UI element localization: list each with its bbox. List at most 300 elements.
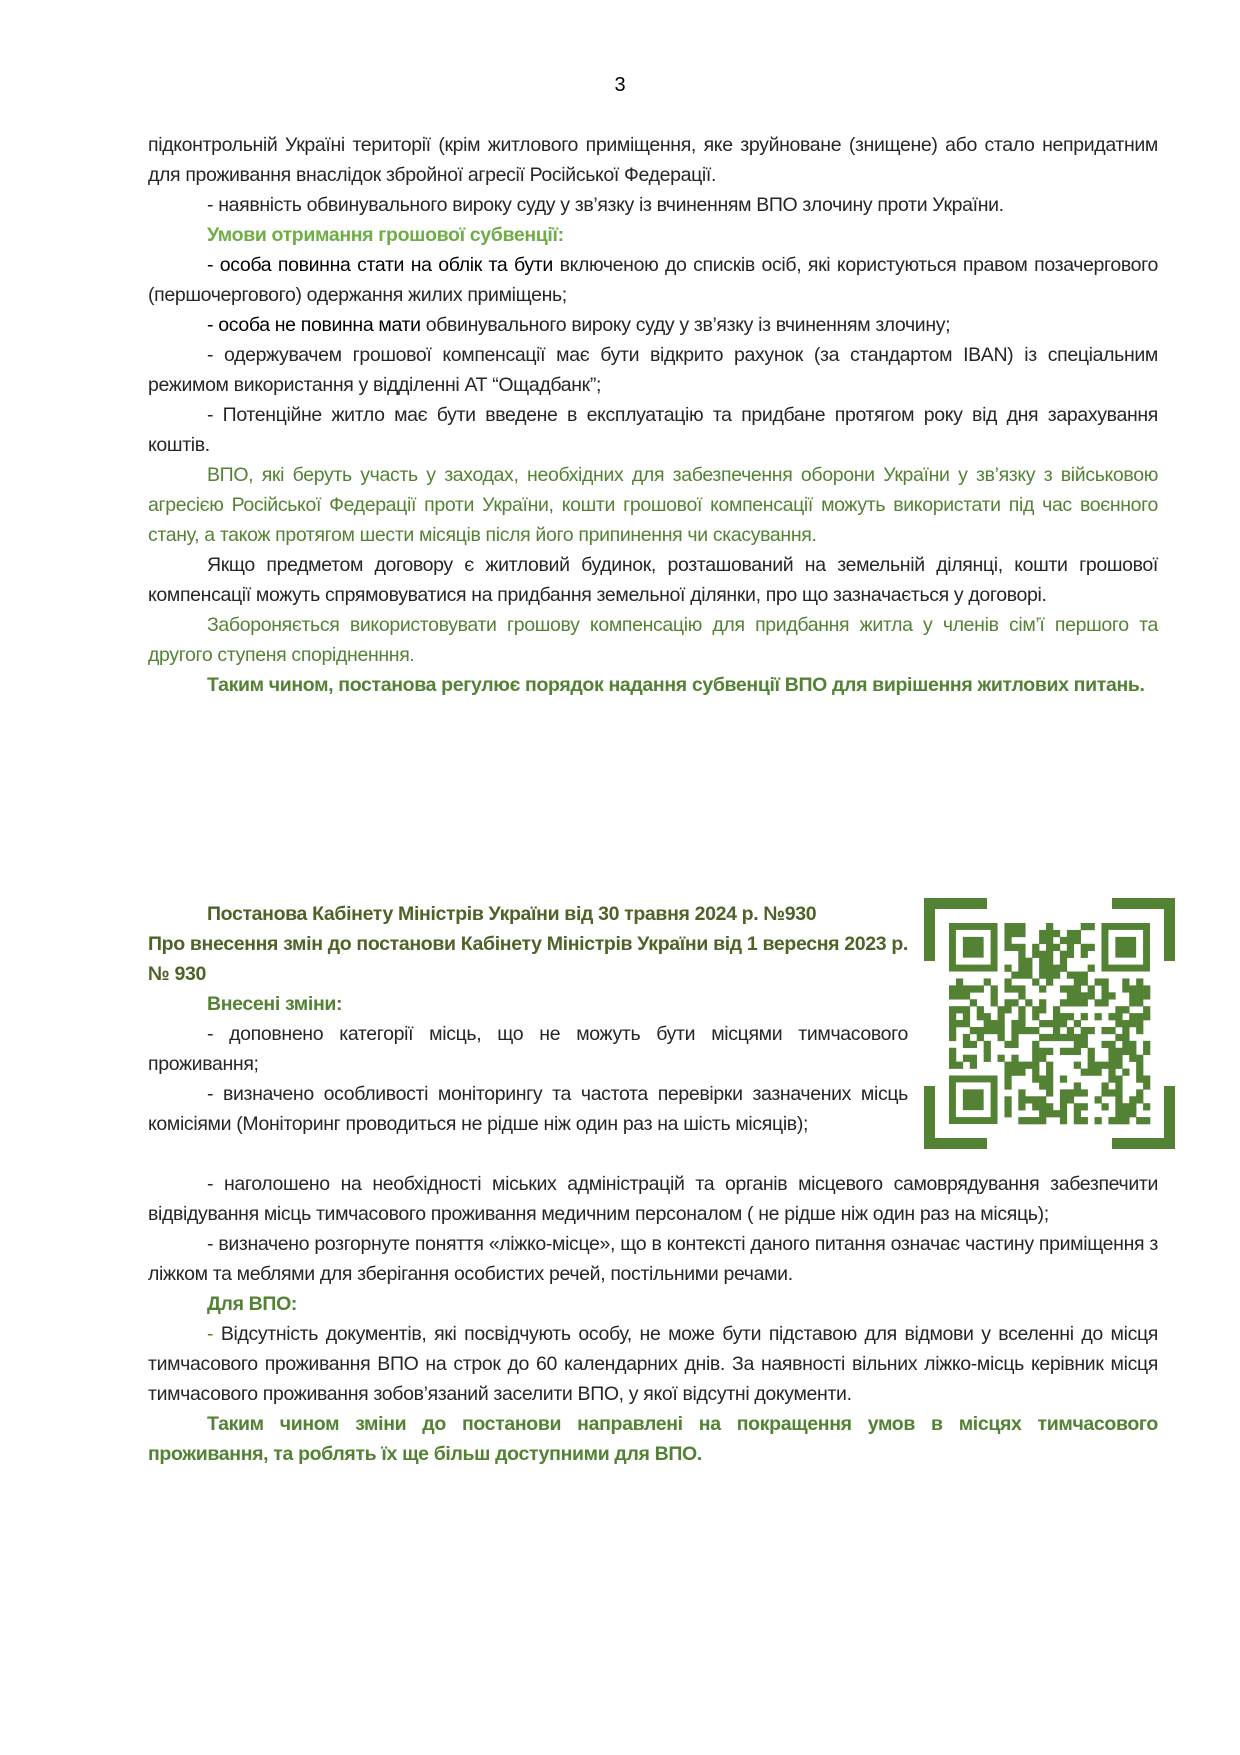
qr-module bbox=[1018, 1089, 1025, 1096]
qr-module bbox=[1101, 985, 1108, 992]
qr-module bbox=[1101, 1027, 1108, 1034]
qr-module bbox=[1108, 1055, 1115, 1062]
qr-module bbox=[1122, 1006, 1129, 1013]
qr-module bbox=[984, 1055, 991, 1062]
qr-module bbox=[984, 1048, 991, 1055]
section-conclusion: Таким чином зміни до постанови направлені на покращення умов в місцях тимчасового проживання, та роблять їх ще більш доступними для ВПО. bbox=[148, 1413, 1158, 1465]
qr-module bbox=[1039, 930, 1046, 937]
qr-module bbox=[1060, 1117, 1067, 1124]
qr-module bbox=[991, 1075, 998, 1124]
qr-module bbox=[1032, 944, 1039, 951]
qr-module bbox=[1039, 1082, 1046, 1089]
qr-module bbox=[1046, 1103, 1053, 1110]
qr-module bbox=[1067, 985, 1074, 992]
condition-text: включеною до списків осіб, які користуються правом позачергового (першочергового) одержання жилих приміщень; bbox=[148, 254, 1158, 306]
qr-module bbox=[1025, 1117, 1032, 1124]
qr-module bbox=[1143, 1103, 1150, 1110]
conditions-heading: Умови отримання грошової субвенції: bbox=[207, 224, 564, 246]
qr-module bbox=[1136, 1069, 1143, 1076]
qr-module bbox=[1081, 1013, 1088, 1020]
qr-module bbox=[1136, 999, 1143, 1006]
qr-module bbox=[1088, 944, 1095, 951]
qr-module bbox=[949, 992, 956, 999]
qr-module bbox=[1004, 1082, 1011, 1089]
qr-module bbox=[1143, 985, 1150, 992]
qr-module bbox=[1129, 1096, 1136, 1103]
qr-module bbox=[1143, 1082, 1150, 1089]
qr-module bbox=[1060, 999, 1067, 1006]
qr-module bbox=[1032, 1103, 1039, 1110]
qr-module bbox=[956, 1020, 963, 1027]
qr-module bbox=[1074, 1048, 1081, 1055]
qr-module bbox=[1108, 1117, 1115, 1124]
qr-module bbox=[1081, 1089, 1088, 1096]
qr-module bbox=[1018, 958, 1025, 965]
qr-module bbox=[1039, 1110, 1046, 1117]
qr-module bbox=[1088, 985, 1095, 992]
qr-module bbox=[956, 978, 963, 985]
qr-module bbox=[1115, 1096, 1122, 1103]
qr-module bbox=[998, 1020, 1005, 1027]
qr-module bbox=[984, 1020, 991, 1027]
qr-module bbox=[1101, 978, 1108, 985]
qr-module bbox=[1018, 985, 1025, 992]
qr-module bbox=[998, 1055, 1005, 1062]
qr-module bbox=[1136, 1020, 1143, 1027]
condition-emphasis: - особа не повинна мати bbox=[207, 314, 421, 336]
paragraph-conviction: - наявність обвинувального вироку суду у зв’язку із вчиненням ВПО злочину проти України. bbox=[207, 194, 1004, 216]
qr-module bbox=[991, 985, 998, 992]
qr-module bbox=[984, 1041, 991, 1048]
qr-code-icon[interactable] bbox=[924, 898, 1175, 1149]
qr-module bbox=[1018, 1020, 1025, 1027]
qr-module bbox=[1004, 944, 1011, 951]
qr-module bbox=[1011, 1020, 1018, 1027]
change-item: - визначено особливості моніторингу та частота перевірки зазначених місць комісіями (Моніторинг проводиться не рідше ніж один раз на шість місяців); bbox=[148, 1083, 908, 1135]
qr-module bbox=[1136, 1089, 1143, 1096]
qr-module bbox=[1108, 992, 1115, 999]
section-conclusion: Таким чином, постанова регулює порядок надання субвенції ВПО для вирішення житлових питань. bbox=[207, 674, 1145, 696]
qr-module bbox=[1004, 1075, 1011, 1082]
qr-module bbox=[1018, 1062, 1025, 1069]
qr-module bbox=[963, 992, 970, 999]
qr-module bbox=[1101, 1082, 1108, 1089]
qr-module bbox=[1115, 1055, 1122, 1062]
qr-module bbox=[970, 1055, 977, 1062]
qr-module bbox=[1095, 1013, 1102, 1020]
qr-module bbox=[1004, 1062, 1011, 1069]
qr-module bbox=[1143, 1013, 1150, 1020]
qr-module bbox=[1011, 1027, 1018, 1034]
resolution-title: Постанова Кабінету Міністрів України від 30 травня 2024 р. №930 bbox=[207, 903, 817, 925]
qr-module bbox=[1067, 992, 1074, 999]
qr-module bbox=[1039, 1055, 1046, 1062]
qr-module bbox=[1025, 999, 1032, 1006]
qr-module bbox=[1046, 1082, 1053, 1089]
qr-module bbox=[1088, 1027, 1095, 1034]
qr-module bbox=[1108, 1048, 1115, 1055]
qr-module bbox=[1108, 1069, 1115, 1076]
qr-module bbox=[998, 1034, 1005, 1041]
qr-module bbox=[1081, 1041, 1088, 1048]
qr-module bbox=[1115, 1082, 1122, 1089]
qr-module bbox=[1122, 1103, 1129, 1110]
qr-module bbox=[1081, 1034, 1088, 1041]
qr-module bbox=[1129, 1110, 1136, 1117]
qr-module bbox=[1046, 944, 1053, 951]
qr-module bbox=[1074, 985, 1081, 992]
qr-module bbox=[1095, 1117, 1102, 1124]
qr-module bbox=[963, 1013, 970, 1020]
qr-module bbox=[1081, 923, 1088, 930]
qr-module bbox=[1081, 951, 1088, 958]
qr-module bbox=[1018, 992, 1025, 999]
qr-module bbox=[1060, 937, 1067, 944]
qr-module bbox=[1060, 1110, 1067, 1117]
land-note: Якщо предметом договору є житловий будинок, розташований на земельній ділянці, кошти грошової компенсації можуть спрямовуватися на придбання земельної ділянки, про що зазначається у договорі. bbox=[148, 554, 1158, 606]
qr-module bbox=[1108, 1089, 1115, 1096]
qr-module bbox=[1018, 1117, 1025, 1124]
qr-code-graphic bbox=[924, 898, 1175, 1149]
qr-module bbox=[1074, 978, 1081, 985]
qr-module bbox=[956, 985, 963, 992]
qr-module bbox=[1004, 1103, 1011, 1110]
qr-module bbox=[1004, 1041, 1011, 1048]
qr-module bbox=[1088, 923, 1095, 930]
qr-module bbox=[1060, 1048, 1067, 1055]
qr-module bbox=[949, 1013, 956, 1020]
qr-module bbox=[1074, 1034, 1081, 1041]
qr-module bbox=[1032, 1069, 1039, 1076]
qr-module bbox=[1074, 1117, 1081, 1124]
qr-module bbox=[949, 923, 998, 930]
qr-module bbox=[963, 985, 970, 992]
qr-module bbox=[1129, 1103, 1136, 1110]
qr-module bbox=[949, 965, 998, 972]
qr-module bbox=[1039, 1048, 1046, 1055]
qr-module bbox=[1067, 1027, 1074, 1034]
qr-module bbox=[977, 1013, 984, 1020]
condition-item: - одержувачем грошової компенсації має бути відкрито рахунок (за стандартом IBAN) із спеціальним режимом використання у відділенні АТ “Ощадбанк”; bbox=[148, 344, 1158, 396]
qr-module bbox=[1039, 1006, 1046, 1013]
qr-module bbox=[963, 1089, 984, 1110]
qr-module bbox=[1039, 1075, 1046, 1082]
qr-module bbox=[1039, 958, 1046, 965]
qr-module bbox=[1032, 1117, 1039, 1124]
qr-module bbox=[1095, 999, 1102, 1006]
qr-module bbox=[1129, 1048, 1136, 1055]
qr-module bbox=[1039, 999, 1046, 1006]
qr-module bbox=[1074, 937, 1081, 944]
page-number: 3 bbox=[614, 74, 626, 96]
qr-module bbox=[1053, 1006, 1060, 1013]
qr-module bbox=[1115, 937, 1136, 958]
qr-module bbox=[1025, 1096, 1032, 1103]
qr-module bbox=[1122, 1048, 1129, 1055]
qr-module bbox=[1101, 1089, 1108, 1096]
qr-module bbox=[1039, 951, 1046, 958]
qr-module bbox=[1053, 965, 1060, 972]
qr-module bbox=[1025, 958, 1032, 965]
qr-module bbox=[1018, 1069, 1025, 1076]
qr-module bbox=[1060, 1096, 1067, 1103]
qr-module bbox=[1032, 1075, 1039, 1082]
qr-module bbox=[1011, 944, 1018, 951]
qr-module bbox=[1039, 937, 1046, 944]
qr-module bbox=[1067, 1013, 1074, 1020]
qr-module bbox=[1101, 923, 1108, 972]
qr-module bbox=[963, 1041, 970, 1048]
qr-module bbox=[1074, 1110, 1081, 1117]
qr-module bbox=[1108, 1062, 1115, 1069]
qr-module bbox=[1060, 1020, 1067, 1027]
qr-module bbox=[1046, 1048, 1053, 1055]
qr-module bbox=[1115, 1110, 1122, 1117]
prohibition-note: Забороняється використовувати грошову компенсацію для придбання житла у членів сім’ї першого та другого ступеня спорідненння. bbox=[148, 614, 1158, 666]
qr-module bbox=[963, 1020, 970, 1027]
qr-module bbox=[1018, 965, 1025, 972]
qr-module bbox=[1039, 972, 1046, 979]
condition-item bbox=[148, 310, 1158, 340]
qr-module bbox=[1018, 923, 1025, 930]
qr-module bbox=[1039, 1034, 1046, 1041]
qr-module bbox=[1074, 1103, 1081, 1110]
qr-module bbox=[1122, 985, 1129, 992]
qr-module bbox=[1011, 985, 1018, 992]
qr-module bbox=[1004, 1006, 1011, 1013]
qr-module bbox=[1101, 1103, 1108, 1110]
qr-module bbox=[1011, 1034, 1018, 1041]
qr-module bbox=[984, 1027, 991, 1034]
qr-module bbox=[1122, 1020, 1129, 1027]
qr-module bbox=[1115, 1034, 1122, 1041]
condition-item bbox=[148, 250, 1158, 310]
qr-module bbox=[963, 1006, 970, 1013]
qr-module bbox=[1136, 1117, 1143, 1124]
paragraph-territory: підконтрольній Україні території (крім житлового приміщення, яке зруйноване (знищене) або стало непридатним для проживання внаслідок збройної агресії Російської Федерації. bbox=[148, 134, 1158, 186]
qr-module bbox=[1108, 1075, 1115, 1082]
qr-module bbox=[1115, 1103, 1122, 1110]
qr-module bbox=[1101, 992, 1108, 999]
qr-module bbox=[1060, 1034, 1067, 1041]
qr-module bbox=[1018, 944, 1025, 951]
qr-module bbox=[1074, 1041, 1081, 1048]
qr-module bbox=[1046, 1034, 1053, 1041]
qr-module bbox=[1060, 1075, 1067, 1082]
qr-module bbox=[1018, 1096, 1025, 1103]
qr-module bbox=[1011, 923, 1018, 930]
qr-module bbox=[1004, 999, 1011, 1006]
qr-module bbox=[1025, 965, 1032, 972]
qr-module bbox=[1136, 1027, 1143, 1034]
qr-module bbox=[1004, 965, 1011, 972]
qr-module bbox=[1081, 1069, 1088, 1076]
qr-module bbox=[998, 1006, 1005, 1013]
qr-module bbox=[1053, 1020, 1060, 1027]
qr-module bbox=[1018, 1006, 1025, 1013]
qr-module bbox=[1053, 930, 1060, 937]
qr-module bbox=[1074, 999, 1081, 1006]
qr-module bbox=[949, 1055, 956, 1062]
qr-module bbox=[1032, 1062, 1039, 1069]
qr-module bbox=[1081, 1027, 1088, 1034]
qr-module bbox=[1046, 965, 1053, 972]
qr-module bbox=[1122, 1117, 1129, 1124]
qr-module bbox=[1039, 1020, 1046, 1027]
qr-module bbox=[1143, 1117, 1150, 1124]
qr-module bbox=[949, 923, 956, 972]
qr-module bbox=[1088, 1055, 1095, 1062]
qr-module bbox=[1046, 923, 1053, 930]
qr-module bbox=[1129, 985, 1136, 992]
qr-module bbox=[1018, 930, 1025, 937]
qr-module bbox=[970, 985, 977, 992]
qr-module bbox=[1136, 1013, 1143, 1020]
qr-module bbox=[1101, 965, 1150, 972]
qr-module bbox=[1129, 1041, 1136, 1048]
qr-module bbox=[949, 1006, 956, 1013]
qr-module bbox=[970, 1062, 977, 1069]
qr-module bbox=[1032, 1055, 1039, 1062]
qr-module bbox=[1101, 923, 1150, 930]
qr-module bbox=[991, 923, 998, 972]
qr-module bbox=[1081, 1103, 1088, 1110]
qr-module bbox=[949, 985, 956, 992]
qr-module bbox=[1136, 978, 1143, 985]
qr-module bbox=[1095, 1062, 1102, 1069]
qr-module bbox=[1018, 951, 1025, 958]
qr-module bbox=[1136, 1096, 1143, 1103]
qr-module bbox=[998, 1013, 1005, 1020]
qr-module bbox=[1129, 992, 1136, 999]
qr-module bbox=[1081, 1117, 1088, 1124]
qr-module bbox=[1046, 1089, 1053, 1096]
qr-module bbox=[949, 1048, 956, 1055]
qr-module bbox=[977, 985, 984, 992]
idp-item bbox=[148, 1319, 1158, 1409]
qr-module bbox=[1032, 951, 1039, 958]
qr-module bbox=[1129, 1013, 1136, 1020]
qr-module bbox=[977, 1034, 984, 1041]
qr-module bbox=[1011, 1055, 1018, 1062]
qr-module bbox=[963, 937, 984, 958]
qr-module bbox=[963, 1034, 970, 1041]
qr-module bbox=[1129, 999, 1136, 1006]
qr-module bbox=[1136, 985, 1143, 992]
qr-module bbox=[1136, 1062, 1143, 1069]
qr-module bbox=[970, 1041, 977, 1048]
qr-module bbox=[1074, 1020, 1081, 1027]
qr-module bbox=[998, 1027, 1005, 1034]
qr-module bbox=[1053, 1110, 1060, 1117]
qr-module bbox=[1088, 1062, 1095, 1069]
qr-module bbox=[1095, 978, 1102, 985]
qr-module bbox=[1081, 972, 1088, 979]
qr-module bbox=[1039, 1103, 1046, 1110]
qr-module bbox=[977, 1006, 984, 1013]
qr-module bbox=[1129, 1020, 1136, 1027]
qr-module bbox=[1101, 999, 1108, 1006]
qr-module bbox=[1143, 1006, 1150, 1013]
section-resolution-930-header bbox=[148, 899, 908, 1139]
qr-module bbox=[1046, 972, 1053, 979]
qr-module bbox=[1136, 992, 1143, 999]
qr-module bbox=[963, 1055, 970, 1062]
qr-module bbox=[1074, 930, 1081, 937]
qr-module bbox=[1046, 978, 1053, 985]
change-item: - наголошено на необхідності міських адміністрацій та органів місцевого самоврядування забезпечити відвідування місць тимчасового проживання медичним персоналом ( не рідше ніж один раз на місяць); bbox=[148, 1173, 1158, 1225]
qr-module bbox=[1115, 1062, 1122, 1069]
qr-module bbox=[1046, 1020, 1053, 1027]
qr-module bbox=[1067, 1034, 1074, 1041]
qr-module bbox=[1018, 1103, 1025, 1110]
qr-module bbox=[991, 1020, 998, 1027]
qr-module bbox=[970, 1027, 977, 1034]
qr-module bbox=[1115, 1013, 1122, 1020]
qr-module bbox=[1115, 1020, 1122, 1027]
qr-module bbox=[1046, 930, 1053, 937]
qr-module bbox=[984, 1013, 991, 1020]
qr-module bbox=[1108, 1027, 1115, 1034]
qr-module bbox=[1046, 1110, 1053, 1117]
qr-module bbox=[1004, 1069, 1011, 1076]
qr-module bbox=[1060, 985, 1067, 992]
qr-module bbox=[1060, 951, 1067, 958]
qr-module bbox=[1074, 1082, 1081, 1089]
qr-module bbox=[1060, 1013, 1067, 1020]
idp-text: Відсутність документів, які посвідчують особу, не може бути підставою для відмови у вселенні до місця тимчасового проживання ВПО на строк до 60 календарних днів. За наявності вільних ліжко-місць керівник місця тимчасового проживання зобов’язаний заселити ВПО, у якої відсутні документи. bbox=[148, 1323, 1158, 1405]
resolution-subtitle: Про внесення змін до постанови Кабінету Міністрів України від 1 вересня 2023 р. № 930 bbox=[148, 933, 908, 985]
qr-module bbox=[1067, 937, 1074, 944]
qr-module bbox=[1018, 1027, 1025, 1034]
qr-module bbox=[991, 992, 998, 999]
qr-module bbox=[1108, 1041, 1115, 1048]
qr-module bbox=[1004, 1096, 1011, 1103]
qr-module bbox=[1032, 1041, 1039, 1048]
qr-module bbox=[1011, 972, 1018, 979]
qr-module bbox=[1053, 944, 1060, 951]
qr-module bbox=[1018, 972, 1025, 979]
qr-module bbox=[1136, 1055, 1143, 1062]
qr-module bbox=[1011, 999, 1018, 1006]
qr-module bbox=[949, 1075, 956, 1124]
idp-dash: - bbox=[207, 1323, 214, 1345]
qr-module bbox=[949, 1020, 956, 1027]
qr-module bbox=[1088, 1048, 1095, 1055]
qr-module bbox=[1032, 1096, 1039, 1103]
qr-module bbox=[1060, 1103, 1067, 1110]
qr-module bbox=[1122, 1110, 1129, 1117]
qr-module bbox=[1032, 1006, 1039, 1013]
qr-module bbox=[1046, 1069, 1053, 1076]
qr-module bbox=[1122, 1034, 1129, 1041]
qr-module bbox=[1011, 1062, 1018, 1069]
qr-module bbox=[1081, 978, 1088, 985]
qr-module bbox=[1067, 972, 1074, 979]
qr-module bbox=[1004, 930, 1011, 937]
qr-module bbox=[1143, 1075, 1150, 1082]
qr-module bbox=[1039, 985, 1046, 992]
qr-module bbox=[1143, 1041, 1150, 1048]
qr-module bbox=[1011, 1069, 1018, 1076]
qr-module bbox=[1025, 972, 1032, 979]
qr-module bbox=[956, 1062, 963, 1069]
qr-module bbox=[1039, 1117, 1046, 1124]
qr-module bbox=[1122, 1069, 1129, 1076]
qr-module bbox=[949, 1117, 998, 1124]
qr-module bbox=[1122, 1027, 1129, 1034]
qr-module bbox=[1122, 1041, 1129, 1048]
